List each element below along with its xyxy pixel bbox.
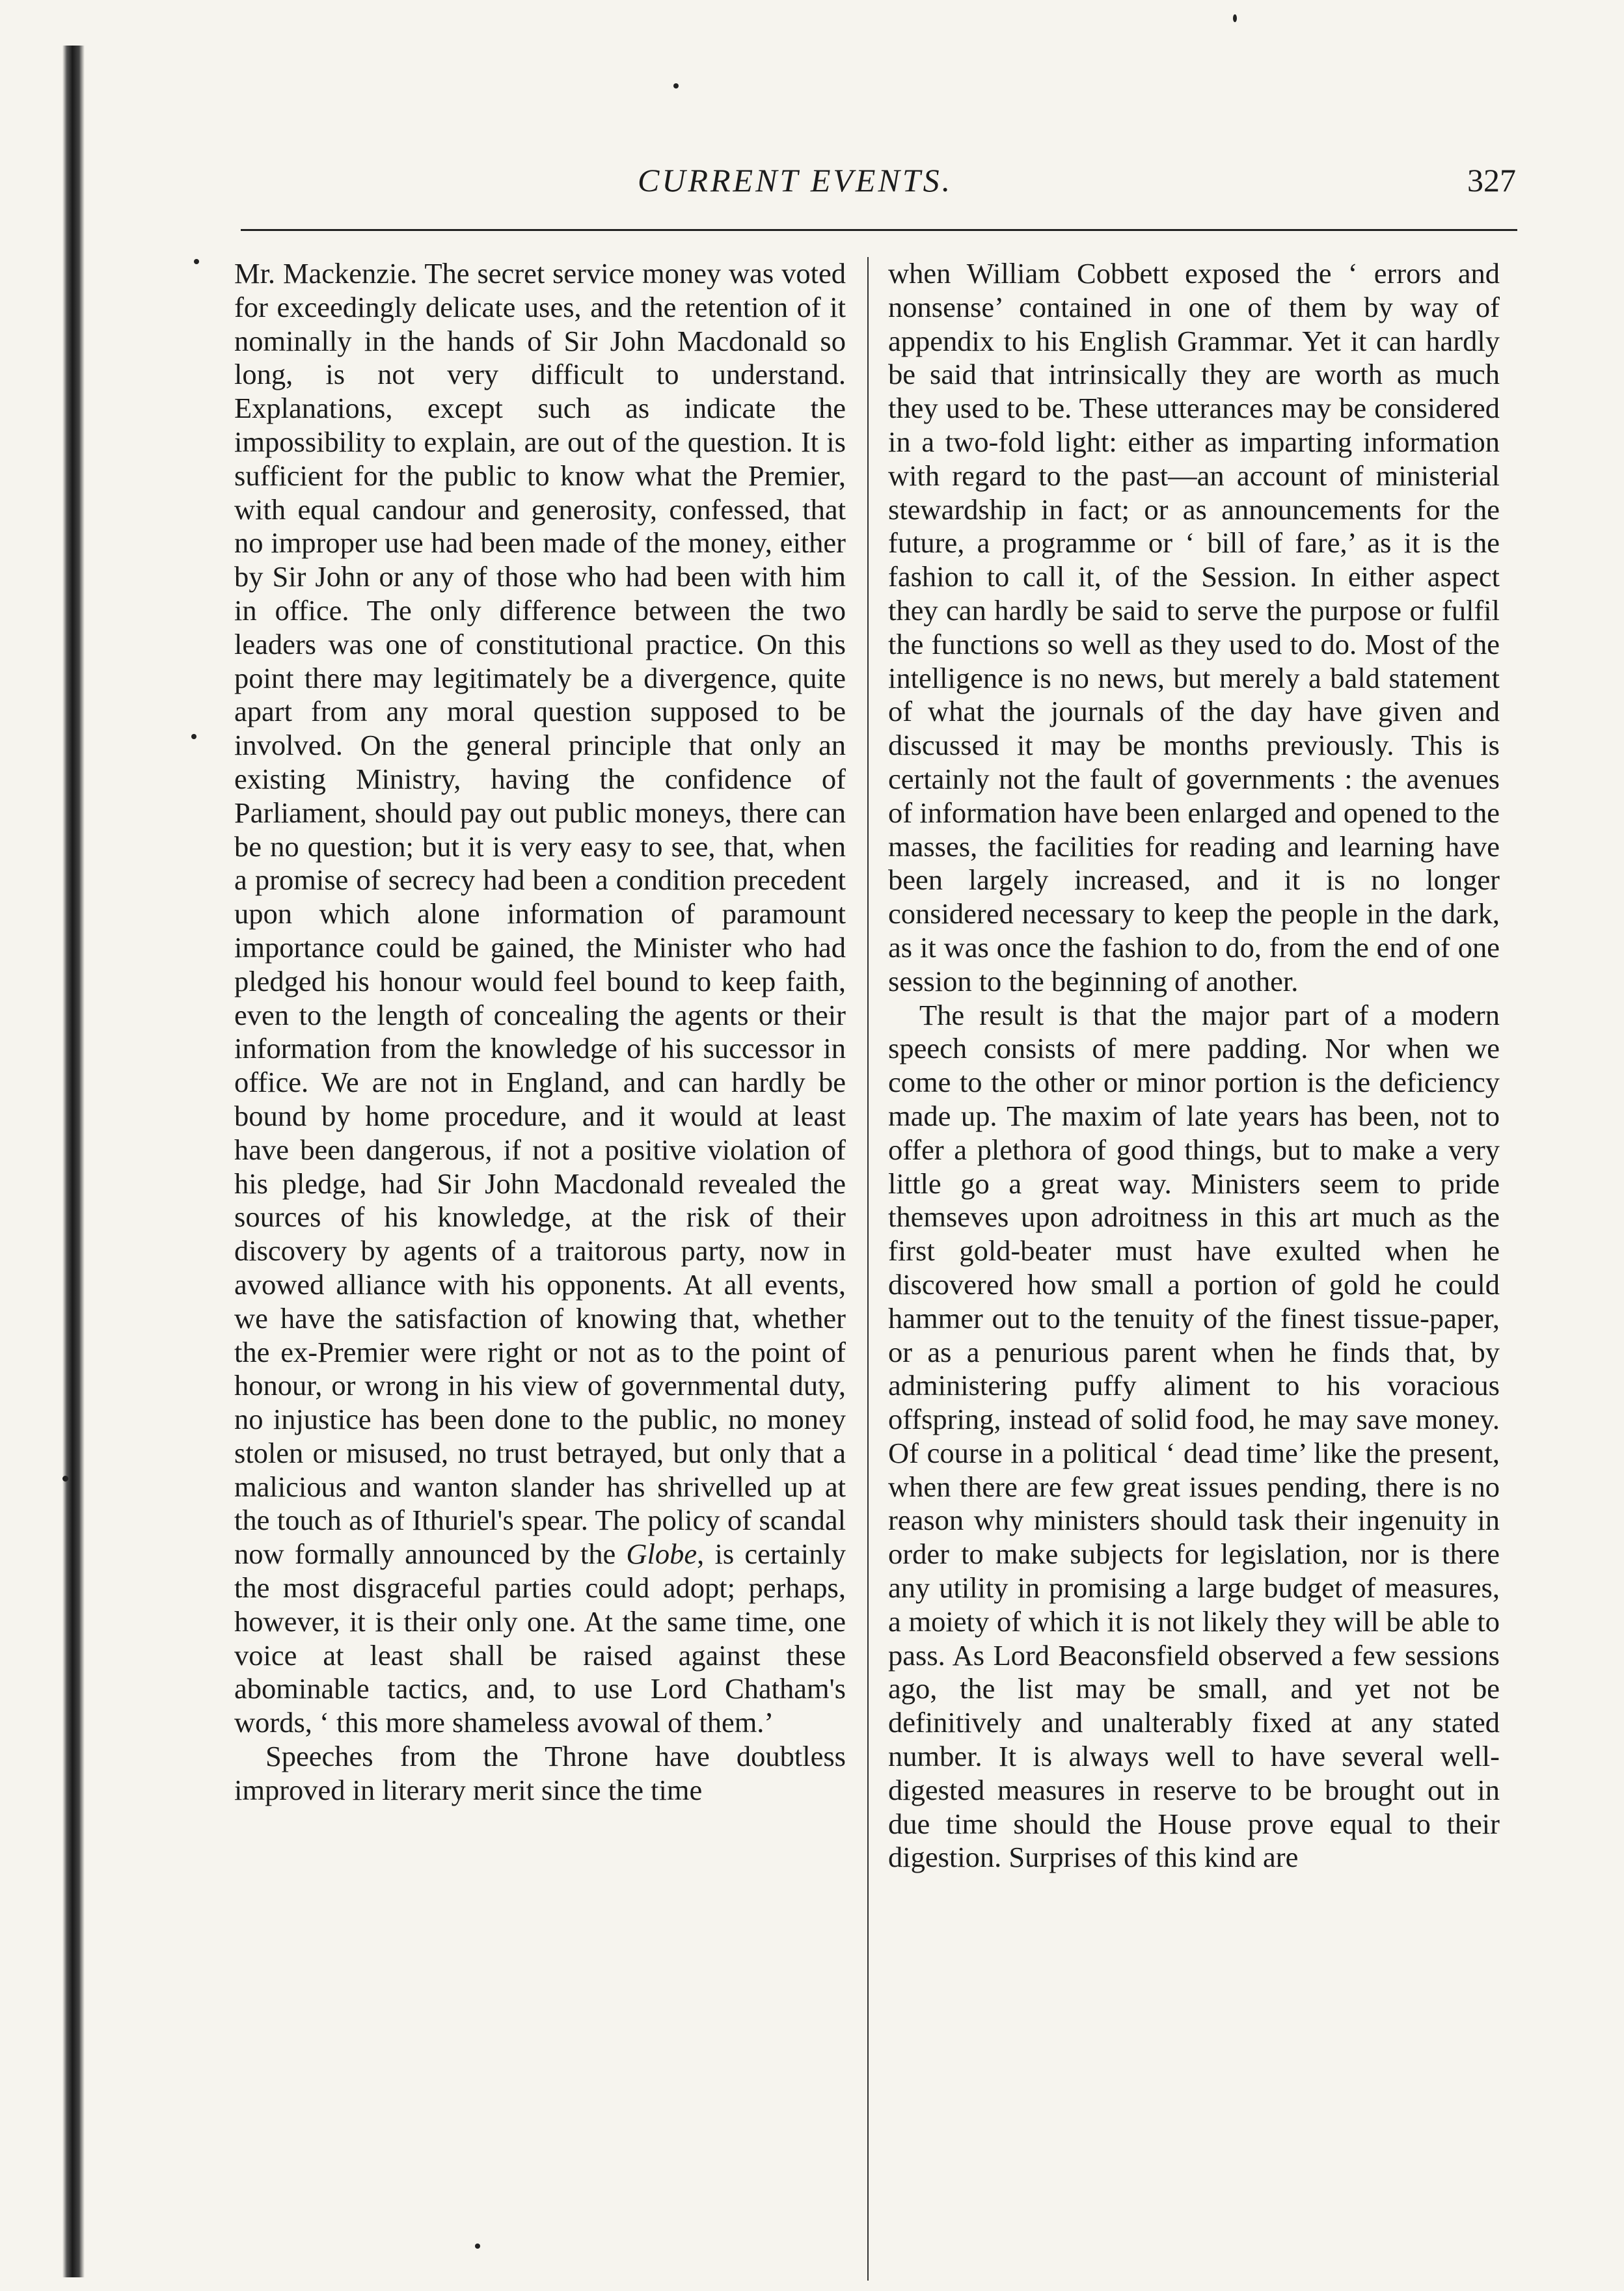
column-divider <box>867 257 869 2281</box>
paragraph: The result is that the major part of a modern speech consists of mere padding. Nor when we come to the other or minor portion is the deficiency made up. The maxim of late years has been, not to offer a plethora of good things, but to make a very little go a great way. Ministers seem to pride themseves upon adroitness in this art much as the first gold-beater must have exulted when he discovered how small a portion of gold he could hammer out to the tenuity of the finest tissue-paper, or as a penurious parent when he finds that, by administering puffy aliment to his voracious offspring, instead of solid food, he may save money. Of course in a political ‘ dead time’ like the present, when there are few great issues pending, there is no reason why ministers should task their ingenuity in order to make subjects for legislation, nor is there any utility in promising a large budget of measures, a moiety of which it is not likely they will be able to pass. As Lord Beaconsfield observed a few sessions ago, the list may be small, and yet not be definitively and unalterably fixed at any stated number. It is always well to have several well-digested measures in reserve to be brought out in due time should the House prove equal to their digestion. Surprises of this kind are <box>888 998 1500 1874</box>
ink-speck <box>673 83 679 88</box>
running-head: CURRENT EVENTS. <box>638 162 953 198</box>
page-number: 327 <box>1467 162 1516 198</box>
paragraph-text: , is certainly the most disgraceful parties could adopt; perhaps, however, it is their only one. At the same time, one voice at least shall be raised against these abominable tactics, and, to use Lord Chatham's words, ‘ this more shameless avowal of them.’ <box>234 1538 846 1739</box>
header-rule <box>241 229 1517 231</box>
journal-title: Globe <box>626 1538 697 1571</box>
left-column <box>234 257 846 1808</box>
page-binding-edge <box>62 46 85 2277</box>
paragraph: Speeches from the Throne have doubtless improved in literary merit since the time <box>234 1740 846 1806</box>
paragraph: when William Cobbett exposed the ‘ errors and nonsense’ contained in one of them by way of appendix to his English Grammar. Yet it can hardly be said that intrinsically they are worth as much they used to be. These utterances may be considered in a two-fold light: either as imparting information with regard to the past—an account of ministerial stewardship in fact; or as announcements for the future, a programme or ‘ bill of fare,’ as it is the fashion to call it, of the Session. In either aspect they can hardly be said to serve the purpose or fulfil the functions so well as they used to do. Most of the intelligence is no news, but merely a bald statement of what the journals of the day have given and discussed it may be months previously. This is certainly not the fault of governments : the avenues of information have been enlarged and opened to the masses, the facilities for reading and learning have been largely increased, and it is no longer considered necessary to keep the people in the dark, as it was once the fashion to do, from the end of one session to the beginning of another. <box>888 257 1500 997</box>
ink-speck <box>62 1476 68 1482</box>
ink-speck <box>1233 14 1237 22</box>
ink-speck <box>191 734 196 739</box>
paragraph-text: Mr. Mackenzie. The secret service money was voted for exceedingly delicate uses, and the retention of it nominally in the hands of Sir John Macdonald so long, is not very difficult to understand. Explanations, except such as indicate the impossibility to explain, are out of the question. It is sufficient for the public to know what the Premier, with equal candour and generosity, confessed, that no improper use had been made of the money, either by Sir John or any of those who had been with him in office. The only difference between the two leaders was one of constitutional practice. On this point there may legitimately be a divergence, quite apart from any moral question supposed to be involved. On the general principle that only an existing Ministry, having the confidence of Parliament, should pay out public moneys, there can be no question; but it is very easy to see, that, when a promise of secrecy had been a condition precedent upon which alone information of paramount importance could be gained, the Minister who had pledged his honour would feel bound to keep faith, even to the length of concealing the agents or their information from the knowledge of his successor in office. We are not in England, and can hardly be bound by home procedure, and it would at least have been dangerous, if not a positive violation of his pledge, had Sir John Macdonald revealed the sources of his knowledge, at the risk of their discovery by agents of a traitorous party, now in avowed alliance with his opponents. At all events, we have the satisfaction of knowing that, whether the ex-Premier were right or not as to the point of honour, or wrong in his view of governmental duty, no injustice has been done to the public, no money stolen or misused, no trust betrayed, but only that a malicious and wanton slander has shrivelled up at the touch as of Ithuriel's spear. The policy of scandal now formally announced by the <box>234 257 846 1571</box>
paragraph <box>234 257 846 1740</box>
page-header <box>241 161 1516 213</box>
right-column <box>888 257 1500 1875</box>
ink-speck <box>475 2244 480 2249</box>
ink-speck <box>194 259 199 264</box>
